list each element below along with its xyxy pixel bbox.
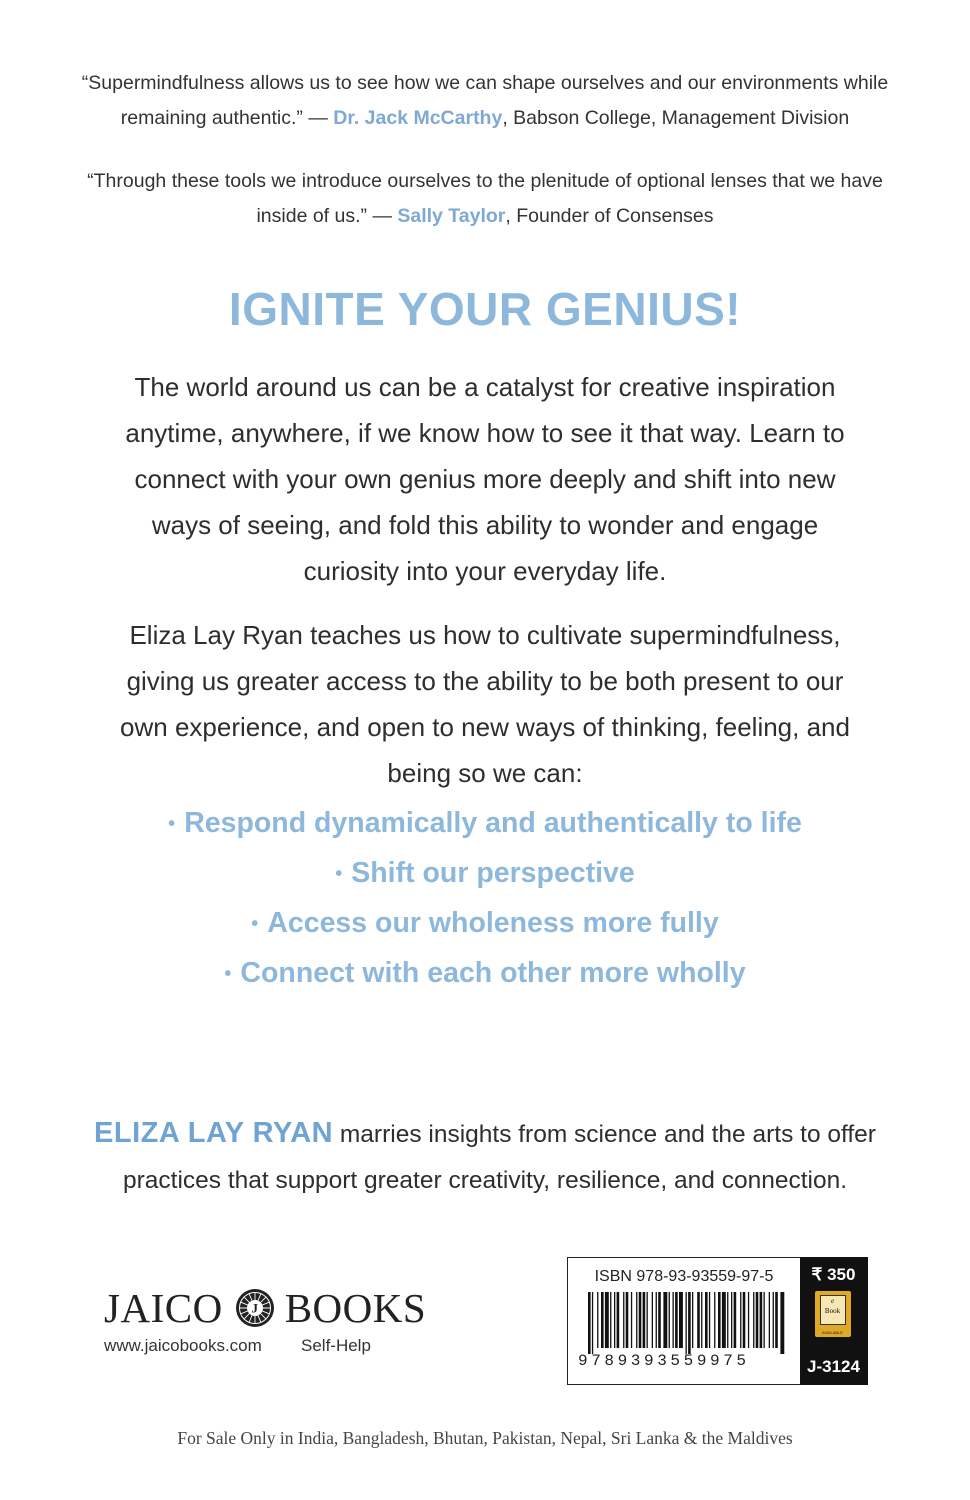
- barcode-bar: [775, 1292, 778, 1348]
- benefit-item: [0, 798, 970, 848]
- barcode-bar: [626, 1292, 629, 1348]
- price-label: ₹ 350: [811, 1264, 856, 1284]
- ebook-available-text: AVAILABLE: [822, 1329, 843, 1335]
- ebook-icon: e Book: [820, 1295, 846, 1325]
- bullet-icon: •: [168, 813, 176, 836]
- isbn-label: ISBN 978-93-93559-97-5: [594, 1268, 774, 1285]
- barcode-image: [588, 1292, 788, 1354]
- barcode-bar: [643, 1292, 646, 1348]
- benefit-item: [0, 948, 970, 998]
- quote-affiliation: , Founder of Consenses: [505, 205, 714, 227]
- barcode-bar: [722, 1292, 726, 1348]
- emblem-letter: J: [251, 1300, 259, 1316]
- author-bio: [80, 1110, 890, 1204]
- barcode-bar: [652, 1292, 653, 1348]
- product-code: J-3124: [807, 1356, 860, 1376]
- barcode-bar: [639, 1292, 642, 1348]
- sales-territory-note: For Sale Only in India, Bangladesh, Bhutan, Pakistan, Nepal, Sri Lanka & the Maldives: [177, 1428, 793, 1448]
- benefit-text: Connect with each other more wholly: [240, 957, 746, 989]
- barcode-bar: [656, 1292, 657, 1348]
- quote-author-name: Dr. Jack McCarthy: [333, 107, 503, 129]
- barcode-bar: [764, 1292, 765, 1348]
- barcode-bar: [592, 1292, 593, 1354]
- barcode-bar: [647, 1292, 648, 1348]
- quote-text: “Through these tools we introduce ourselves to the plenitude of optional lenses that we have inside of us.” —: [87, 170, 883, 227]
- barcode-bar: [686, 1292, 687, 1354]
- barcode-bar: [734, 1292, 737, 1348]
- benefit-text: Respond dynamically and authentically to life: [184, 807, 802, 839]
- barcode-bar: [760, 1292, 763, 1348]
- price-panel: [800, 1257, 868, 1385]
- barcode-bar: [705, 1292, 708, 1348]
- author-bio-text: marries insights from science and the arts to offer practices that support greater creativity, resilience, and connection.: [122, 1121, 876, 1194]
- description-paragraph-2: Eliza Lay Ryan teaches us how to cultivate supermindfulness, giving us greater access to the ability to be both present to our own experience, and open to new ways of thinking, feeling, and being so we can:: [120, 620, 850, 788]
- barcode-bar: [614, 1292, 615, 1348]
- barcode-bar: [675, 1292, 678, 1348]
- barcode-bar: [714, 1292, 715, 1348]
- barcode-bar: [773, 1292, 774, 1348]
- bullet-icon: •: [335, 863, 343, 886]
- barcode-bar: [601, 1292, 604, 1348]
- barcode-bar: [701, 1292, 702, 1348]
- barcode-bar: [658, 1292, 661, 1348]
- quote-text: “Supermindfulness allows us to see how we can shape ourselves and our environments while remaining authentic.” —: [81, 72, 889, 129]
- barcode-bar: [597, 1292, 598, 1348]
- benefit-text: Access our wholeness more fully: [267, 907, 719, 939]
- publisher-website: www.jaicobooks.com: [104, 1336, 262, 1355]
- barcode-bar: [605, 1292, 609, 1348]
- barcode-digits: 9789393559975: [578, 1352, 750, 1370]
- book-category: Self-Help: [301, 1336, 371, 1355]
- barcode-bar: [617, 1292, 620, 1348]
- benefits-list: [0, 798, 970, 998]
- barcode-bar: [709, 1292, 710, 1348]
- barcode-bar: [623, 1292, 624, 1348]
- barcode-bar: [663, 1292, 667, 1348]
- publisher-name-left: JAICO: [104, 1285, 223, 1331]
- ebook-available-badge: [815, 1291, 851, 1337]
- headline: IGNITE YOUR GENIUS!: [228, 283, 742, 335]
- endorsement-quote-1: [60, 66, 910, 136]
- benefit-item: [0, 848, 970, 898]
- barcode-bar: [692, 1292, 693, 1348]
- barcode-bar: [756, 1292, 759, 1348]
- barcode-bar: [748, 1292, 749, 1348]
- endorsement-quote-2: [60, 164, 910, 234]
- barcode-bar: [631, 1292, 632, 1348]
- wheel-emblem-icon: [235, 1288, 275, 1328]
- barcode-bar: [669, 1292, 670, 1348]
- benefit-text: Shift our perspective: [351, 857, 635, 889]
- bullet-icon: •: [224, 963, 232, 986]
- barcode-bar: [731, 1292, 732, 1348]
- barcode-block: [567, 1257, 867, 1385]
- quote-author-name: Sally Taylor: [397, 205, 506, 227]
- description-paragraph-1: The world around us can be a catalyst for creative inspiration anytime, anywhere, if we know how to see it that way. Learn to connect with your own genius more deeply and shift into new ways of seeing, and fold this ability to wonder and engage curiosity into your everyday life.: [125, 372, 845, 586]
- barcode-bar: [743, 1292, 746, 1348]
- benefit-item: [0, 898, 970, 948]
- barcode-bar: [588, 1292, 591, 1354]
- publisher-name-right: BOOKS: [284, 1285, 427, 1331]
- publisher-logo: [104, 1283, 426, 1333]
- author-name: ELIZA LAY RYAN: [94, 1117, 334, 1149]
- barcode-bar: [673, 1292, 674, 1348]
- barcode-bar: [727, 1292, 728, 1348]
- barcode-bar: [718, 1292, 721, 1348]
- barcode-bar: [780, 1292, 784, 1354]
- bullet-icon: •: [251, 913, 259, 936]
- barcode-bar: [740, 1292, 741, 1348]
- barcode-bar: [610, 1292, 611, 1348]
- barcode-bar: [636, 1292, 637, 1348]
- barcode-bar: [753, 1292, 754, 1348]
- barcode-bar: [679, 1292, 683, 1348]
- ebook-label: Book: [824, 1306, 841, 1315]
- barcode-bar: [697, 1292, 700, 1348]
- barcode-bar: [769, 1292, 770, 1348]
- barcode-bar: [688, 1292, 691, 1354]
- quote-affiliation: , Babson College, Management Division: [502, 107, 850, 129]
